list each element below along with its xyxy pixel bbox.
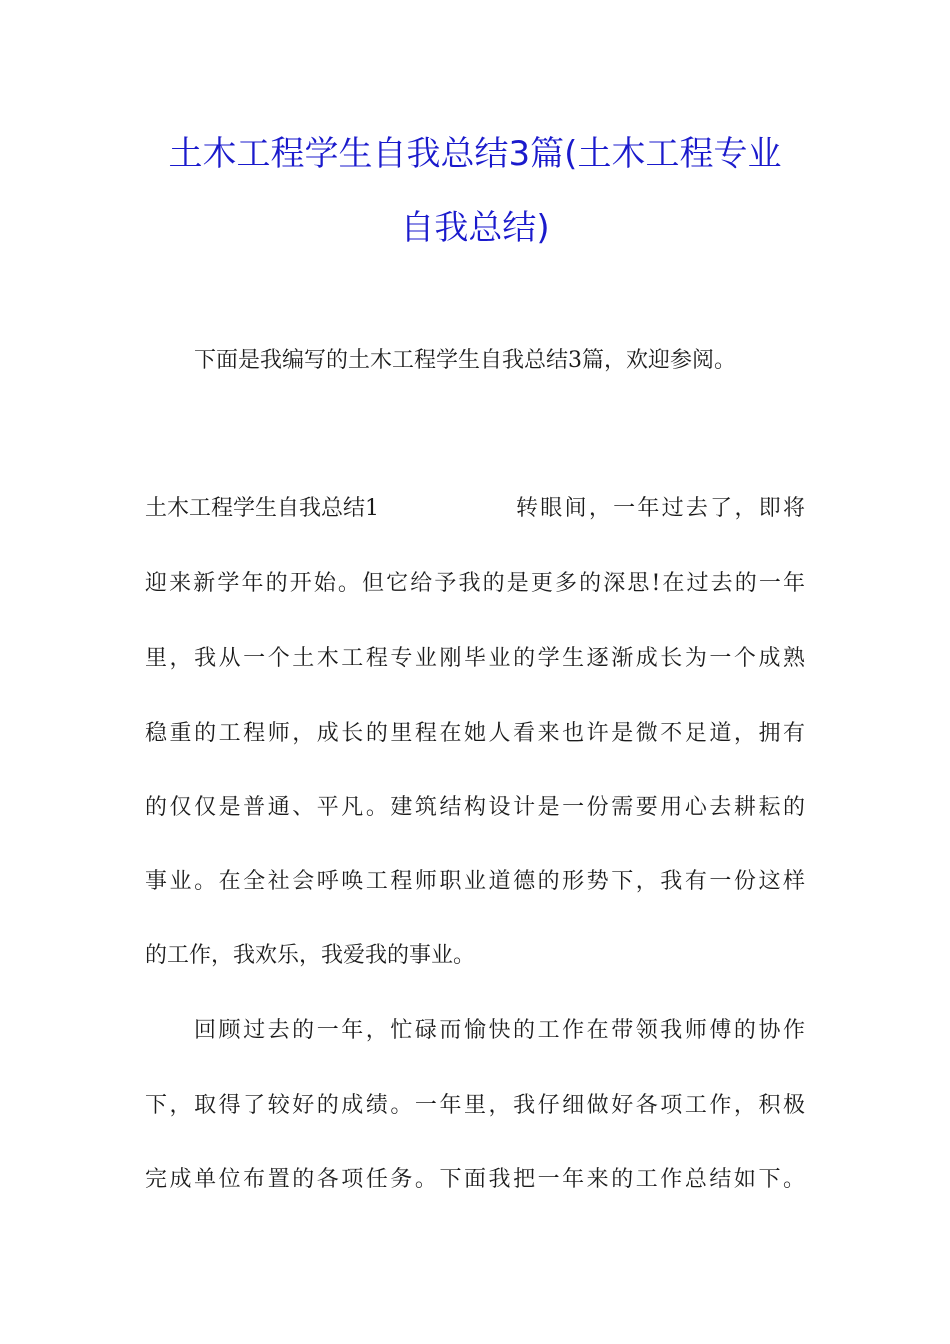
section-1-line: 的仅仅是普通、平凡。建筑结构设计是一份需要用心去耕耘的: [145, 795, 805, 820]
section-1-line: 稳重的工程师，成长的里程在她人看来也许是微不足道，拥有: [145, 721, 805, 746]
document-title-line-1: 土木工程学生自我总结3篇(土木工程专业: [168, 134, 782, 174]
intro-text: 下面是我编写的土木工程学生自我总结3篇，欢迎参阅。: [194, 348, 736, 373]
document-title-line-2: 自我总结): [400, 208, 550, 248]
paragraph-2-line: 下，取得了较好的成绩。一年里，我仔细做好各项工作，积极: [145, 1093, 805, 1118]
section-1-line: 迎来新学年的开始。但它给予我的是更多的深思!在过去的一年: [145, 571, 805, 596]
paragraph-2-line: 完成单位布置的各项任务。下面我把一年来的工作总结如下。: [145, 1167, 805, 1192]
section-1-heading: 土木工程学生自我总结1: [145, 496, 379, 521]
section-1-first-line: [145, 494, 805, 524]
section-1-first-line-text: 转眼间，一年过去了，即将: [516, 496, 805, 521]
section-1-line-last: 的工作，我欢乐，我爱我的事业。: [145, 943, 476, 968]
section-1-line: 里，我从一个土木工程专业刚毕业的学生逐渐成长为一个成熟: [145, 646, 805, 671]
paragraph-2-line: 回顾过去的一年，忙碌而愉快的工作在带领我师傅的协作: [194, 1018, 805, 1043]
section-1-line: 事业。在全社会呼唤工程师职业道德的形势下，我有一份这样: [145, 869, 805, 894]
